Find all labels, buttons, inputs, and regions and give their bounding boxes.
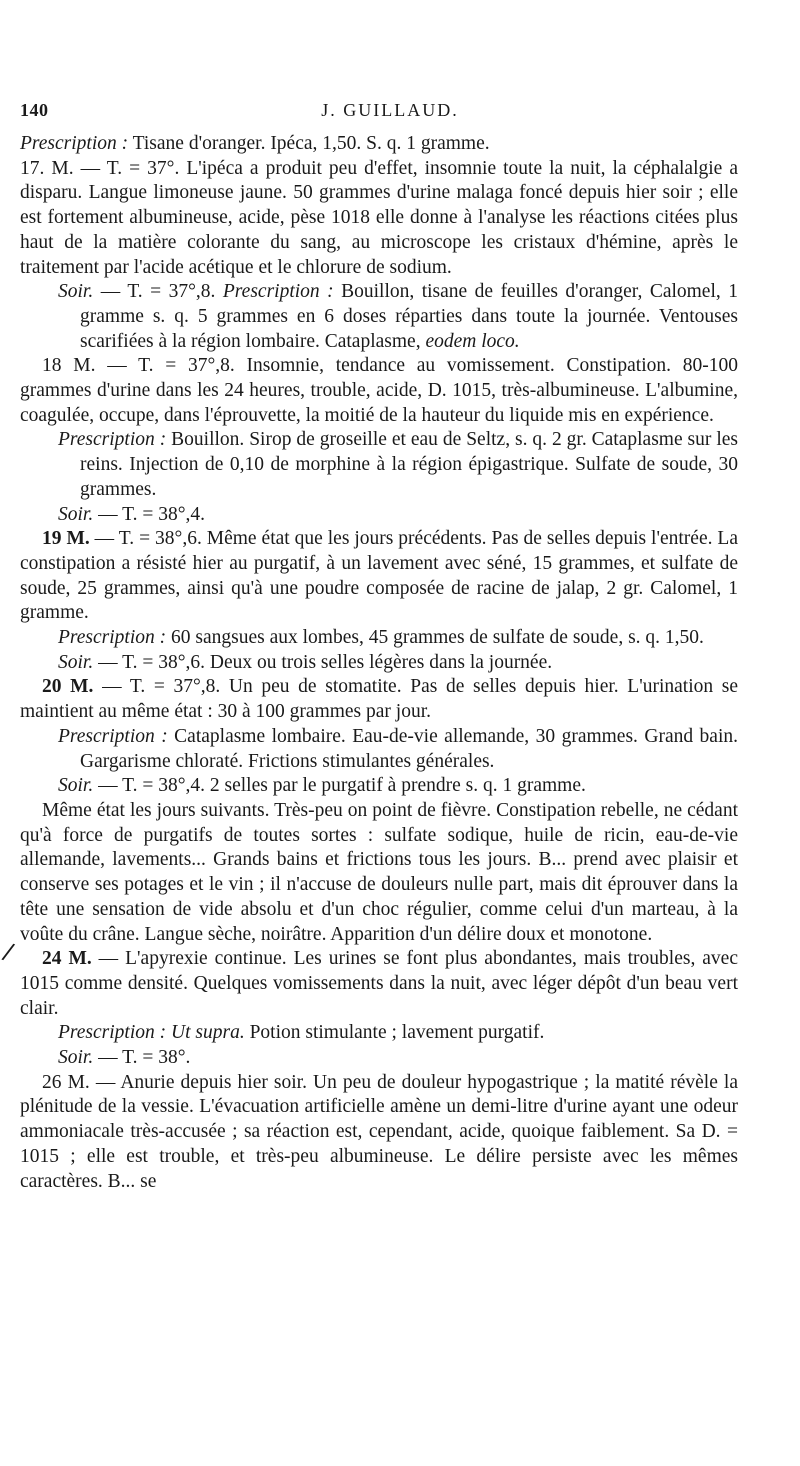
text: — T. = 37°,8. Un peu de stomatite. Pas de selles depuis hier. L'urination se maintient au même état : 30 à 100 grammes par jour. [20, 676, 738, 723]
running-head: J. GUILLAUD. [321, 100, 459, 120]
lead-2: Ut supra. [171, 1022, 245, 1044]
lead: Prescription : [58, 627, 167, 649]
text-2: Potion stimulante ; lavement purgatif. [244, 1022, 545, 1044]
paragraph-18-m [20, 354, 738, 428]
paragraph-24-m [20, 947, 738, 1021]
paragraph-24-soir [20, 1046, 738, 1071]
lead: 20 M. [42, 676, 94, 698]
text: — T. = 38°,4. [93, 503, 206, 525]
paragraph-18-prescription [20, 428, 738, 502]
paragraph-20-soir [20, 774, 738, 799]
text: — T. = 37°. L'ipéca a produit peu d'effet, insomnie toute la nuit, la céphalalgie a disparu. Langue limoneuse jaune. 50 grammes d'urine malaga foncé depuis hier soir ; elle est fortement albumineuse, acide, pèse 1018 elle donne à l'analyse les réactions citées plus haut de la matière colorante du sang, au microscope les cristaux d'hémine, après le traitement par l'acide acétique et le chlorure de sodium. [20, 157, 738, 278]
lead: 26 M. [42, 1071, 90, 1093]
lead: Soir. [58, 1047, 94, 1069]
page-body [20, 132, 738, 1194]
text: Bouillon. Sirop de groseille et eau de Seltz, s. q. 2 gr. Cataplasme sur les reins. Injection de 0,10 de morphine à la région épigastrique. Sulfate de soude, 30 grammes. [80, 429, 738, 500]
lead: Prescription : [58, 429, 167, 451]
page-header [20, 100, 760, 130]
lead: Soir. [58, 503, 94, 525]
paragraph-19-prescription [20, 626, 738, 651]
paragraph-20-prescription [20, 725, 738, 774]
text: — T. = 37°,8. Insomnie, tendance au vomissement. Constipation. 80-100 grammes d'urine dans les 24 heures, trouble, acide, D. 1015, très-albumineuse. L'albumine, coagulée, occupe, dans l'éprouvette, la moitié de la hauteur du liquide mis en expérience. [20, 355, 738, 426]
lead: Soir. [58, 651, 94, 673]
text: — T. = 38°. [93, 1047, 191, 1069]
paragraph-20-m [20, 675, 738, 724]
text: — T. = 38°,6. Même état que les jours précédents. Pas de selles depuis l'entrée. La constipation a résisté hier au purgatif, à un lavement avec séné, 15 grammes, et sulfate de soude, 25 grammes, ainsi qu'à une poudre composée de racine de jalap, 2 gr. Calomel, 1 gramme. [20, 528, 738, 624]
paragraph-17-soir [20, 280, 738, 354]
text: 60 sangsues aux lombes, 45 grammes de sulfate de soude, s. q. 1,50. [166, 627, 704, 649]
paragraph-following-days [20, 799, 738, 947]
text: — T. = 38°,4. 2 selles par le purgatif à prendre s. q. 1 gramme. [93, 775, 586, 797]
text: Tisane d'oranger. Ipéca, 1,50. S. q. 1 gramme. [128, 133, 490, 154]
text: Cataplasme lombaire. Eau-de-vie allemande, 30 grammes. Grand bain. Gargarisme chloraté. Frictions stimulantes générales. [80, 725, 738, 772]
tail: eodem loco. [425, 330, 520, 352]
lead: 24 M. [42, 948, 92, 970]
paragraph-19-m [20, 527, 738, 626]
lead-2: Prescription : [222, 281, 334, 303]
lead: 19 M. [42, 528, 90, 550]
text: — L'apyrexie continue. Les urines se font plus abondantes, mais troubles, avec 1015 comme densité. Quelques vomissements dans la nuit, avec léger dépôt d'un beau vert clair. [20, 948, 738, 1019]
paragraph-18-soir [20, 503, 738, 528]
text: Même état les jours suivants. Très-peu on point de fièvre. Constipation rebelle, ne cédant qu'à force de purgatifs de toutes sortes : sulfate sodique, huile de ricin, eau-de-vie allemande, lavements... Grands bains et frictions tous les jours. B... prend avec plaisir et conserve ses potages et le vin ; il n'accuse de douleurs nulle part, mais dit éprouver dans la tête une sensation de vide absolu et d'un choc régulier, comme celui d'un marteau, à la voûte du crâne. Langue sèche, noirâtre. Apparition d'un délire doux et monotone. [20, 799, 738, 945]
lead: Prescription : [20, 133, 129, 154]
lead: Prescription : [58, 1022, 167, 1044]
paragraph-24-prescription [20, 1021, 738, 1046]
margin-pencil-mark: / [0, 936, 17, 969]
lead: Soir. [58, 281, 94, 303]
text-2: Bouillon, tisane de feuilles d'oranger, Calomel, 1 gramme s. q. 5 grammes en 6 doses réparties dans toute la journée. Ventouses scarifiées à la région lombaire. Cataplasme, [80, 281, 738, 352]
page-number: 140 [20, 100, 49, 120]
lead: 18 M. [42, 355, 96, 377]
paragraph-26-m [20, 1071, 738, 1195]
lead: 17. M. [20, 157, 74, 179]
paragraph-19-soir [20, 651, 738, 676]
lead: Prescription : [58, 725, 168, 747]
paragraph-17-m [20, 157, 738, 281]
text: — T. = 37°,8. [93, 281, 223, 303]
text: — T. = 38°,6. Deux ou trois selles légères dans la journée. [93, 651, 553, 673]
paragraph-prescription-17 [20, 132, 738, 157]
text: — Anurie depuis hier soir. Un peu de douleur hypogastrique ; la matité révèle la plénitude de la vessie. L'évacuation artificielle amène un demi-litre d'urine ayant une odeur ammoniacale très-accusée ; sa réaction est, cependant, acide, quoique faiblement. Sa D. = 1015 ; elle est trouble, et très-peu albumineuse. Le délire persiste avec les mêmes caractères. B... se [20, 1071, 738, 1192]
lead: Soir. [58, 775, 94, 797]
